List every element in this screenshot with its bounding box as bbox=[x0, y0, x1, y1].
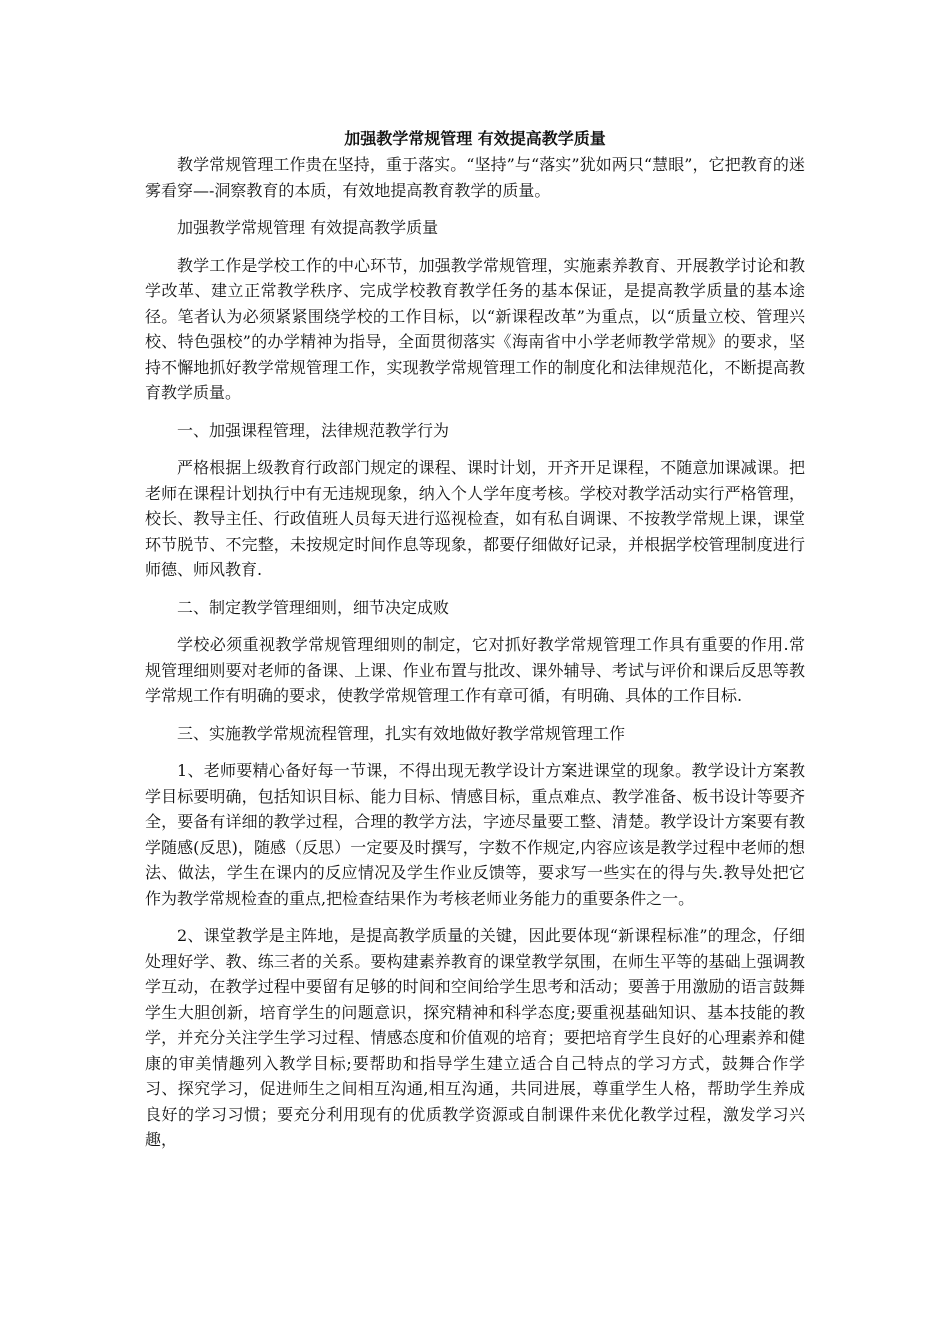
body-paragraph: 1、老师要精心备好每一节课，不得出现无教学设计方案进课堂的现象。教学设计方案教学目标要明确，包括知识目标、能力目标、情感目标，重点难点、教学准备、板书设计等要齐全，要备有详细的教学过程，合理的教学方法，字迹尽量要工整、清楚。教学设计方案要有教学随感(反思)，随感（反思）一定要及时撰写，字数不作规定,内容应该是教学过程中老师的想法、做法，学生在课内的反应情况及学生作业反馈等，要求写一些实在的得与失.教导处把它作为教学常规检查的重点,把检查结果作为考核老师业务能力的重要条件之一。 bbox=[145, 761, 805, 908]
section-heading-3: 三、实施教学常规流程管理，扎实有效地做好教学常规管理工作 bbox=[177, 723, 626, 743]
section-heading-2: 二、制定教学管理细则，细节决定成败 bbox=[177, 597, 450, 617]
intro-paragraph: 教学常规管理工作贵在坚持，重于落实。“坚持”与“落实”犹如两只“慧眼”，它把教育的迷雾看穿—-洞察教育的本质，有效地提高教育教学的质量。 bbox=[145, 155, 805, 200]
body-paragraph: 学校必须重视教学常规管理细则的制定，它对抓好教学常规管理工作具有重要的作用.常规管理细则要对老师的备课、上课、作业布置与批改、课外辅导、考试与评价和课后反思等教学常规工作有明确的要求，使教学常规管理工作有章可循，有明确、具体的工作目标. bbox=[145, 635, 805, 705]
body-paragraph: 2、课堂教学是主阵地，是提高教学质量的关键，因此要体现“新课程标准”的理念，仔细处理好学、教、练三者的关系。要构建素养教育的课堂教学氛围，在师生平等的基础上强调教学互动，在教学过程中要留有足够的时间和空间给学生思考和活动；要善于用激励的语言鼓舞学生大胆创新，培育学生的问题意识，探究精神和科学态度;要重视基础知识、基本技能的教学，并充分关注学生学习过程、情感态度和价值观的培育；要把培育学生良好的心理素养和健康的审美情趣列入教学目标;要帮助和指导学生建立适合自己特点的学习方式，鼓舞合作学习、探究学习，促进师生之间相互沟通,相互沟通，共同进展，尊重学生人格，帮助学生养成良好的学习习惯；要充分利用现有的优质教学资源或自制课件来优化教学过程，激发学习兴趣， bbox=[145, 926, 805, 1149]
document-title: 加强教学常规管理 有效提高教学质量 bbox=[344, 129, 606, 148]
body-paragraph: 教学工作是学校工作的中心环节，加强教学常规管理，实施素养教育、开展教学讨论和教学改革、建立正常教学秩序、完成学校教育教学任务的基本保证，是提高教学质量的基本途径。笔者认为必须紧紧围绕学校的工作目标，以“新课程改革”为重点，以“质量立校、管理兴校、特色强校”的办学精神为指导，全面贯彻落实《海南省中小学老师教学常规》的要求，坚持不懈地抓好教学常规管理工作，实现教学常规管理工作的制度化和法律规范化，不断提高教育教学质量。 bbox=[145, 255, 805, 402]
document-page bbox=[145, 128, 805, 1153]
section-heading-1: 一、加强课程管理，法律规范教学行为 bbox=[177, 420, 450, 440]
body-paragraph: 严格根据上级教育行政部门规定的课程、课时计划，开齐开足课程，不随意加课减课。把老师在课程计划执行中有无违规现象，纳入个人学年度考核。学校对教学活动实行严格管理，校长、教导主任、行政值班人员每天进行巡视检查，如有私自调课、不按教学常规上课，课堂环节脱节、不完整，未按规定时间作息等现象，都要仔细做好记录，并根据学校管理制度进行师德、师风教育. bbox=[145, 458, 805, 579]
subtitle-paragraph: 加强教学常规管理 有效提高教学质量 bbox=[177, 218, 439, 237]
